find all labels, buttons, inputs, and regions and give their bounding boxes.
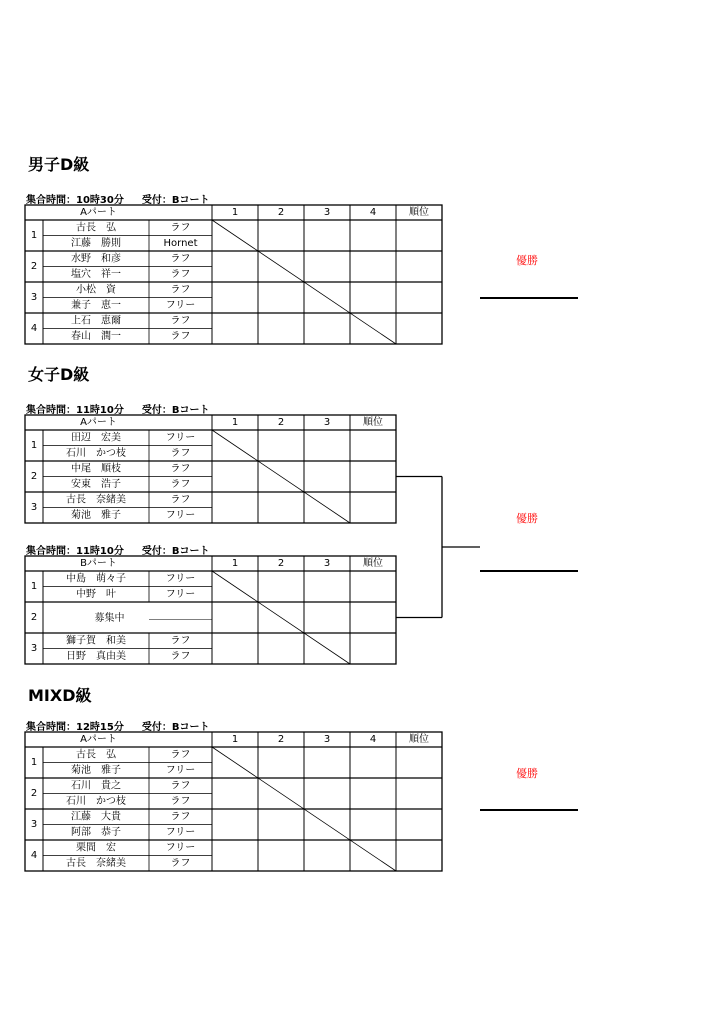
women-b-team-no-2: 2 [30,612,38,623]
mix-player-name: 石川 かつ枝 [66,795,126,807]
mix-player-name: 菊池 雅子 [71,764,121,776]
mix-section-title: MIXD級 [28,686,92,705]
women-a-meta-court: 受付：Bコート [141,405,210,416]
women-b-player-club: ラフ [170,650,191,662]
men-col-header-3: 3 [323,207,331,218]
women-a-player-club: ラフ [170,447,191,459]
women-a-player-club: フリー [165,432,196,444]
women-a-player-club: ラフ [170,494,191,506]
women-b-col-header-3: 3 [323,558,331,569]
women-b-meta-court: 受付：Bコート [141,546,210,557]
women-b-col-header-2: 2 [277,558,285,569]
mix-col-header-1: 1 [231,734,239,745]
men-col-header-4: 4 [369,207,377,218]
mix-part-label: Aパート [80,734,117,745]
women-a-player-name: 石川 かつ枝 [66,447,126,459]
women-b-player-club: フリー [165,588,196,600]
mix-col-header-4: 4 [369,734,377,745]
men-player-name: 水野 和彦 [71,253,121,265]
men-team-no-1: 1 [30,230,38,241]
women-b-player-name: 獅子賀 和美 [66,635,126,647]
women-a-player-name: 中尾 順枝 [71,463,121,475]
mix-meta-time: 集合時間：12時15分 [26,722,124,733]
women-a-player-name: 安東 浩子 [71,478,121,490]
mix-player-club: ラフ [170,795,191,807]
men-section-title: 男子D級 [28,155,90,174]
men-player-club: Hornet [163,237,198,249]
mix-rank-header: 順位 [409,734,429,745]
mix-player-club: フリー [165,842,196,854]
mix-player-club: ラフ [170,811,191,823]
mix-col-header-3: 3 [323,734,331,745]
men-player-club: ラフ [170,330,191,342]
men-player-name: 兼子 恵一 [71,299,121,311]
men-player-club: フリー [165,299,196,311]
men-player-name: 春山 潤一 [71,330,121,342]
women-a-col-header-2: 2 [277,417,285,428]
men-col-header-2: 2 [277,207,285,218]
mix-player-name: 石川 貴之 [71,780,121,792]
mix-player-club: ラフ [170,857,191,869]
mix-col-header-2: 2 [277,734,285,745]
mix-player-club: フリー [165,764,196,776]
men-player-name: 小松 資 [76,284,116,296]
women-a-player-name: 古長 奈緒美 [66,494,126,506]
women-a-team-no-3: 3 [30,502,38,513]
women-a-col-header-3: 3 [323,417,331,428]
men-player-name: 古長 弘 [76,222,116,234]
mix-team-no-1: 1 [30,757,38,768]
mix-player-name: 栗間 宏 [76,842,116,854]
women-b-player-club: フリー [165,573,196,585]
women-b-player-name: 日野 真由美 [66,650,126,662]
mix-champion-label: 優勝 [516,767,538,780]
women-b-part-label: Bパート [80,558,117,569]
mix-team-no-3: 3 [30,819,38,830]
mix-champion-line [480,809,578,811]
women-b-team-no-3: 3 [30,643,38,654]
women-a-player-club: ラフ [170,478,191,490]
women-b-col-header-1: 1 [231,558,239,569]
mix-player-name: 阿部 恭子 [71,826,121,838]
men-rank-header: 順位 [409,207,429,218]
men-player-club: ラフ [170,284,191,296]
men-player-name: 塩穴 祥一 [71,268,121,280]
women-a-meta-time: 集合時間：11時10分 [26,405,124,416]
men-team-no-3: 3 [30,292,38,303]
men-col-header-1: 1 [231,207,239,218]
men-player-club: ラフ [170,253,191,265]
women-b-player-club: ラフ [170,635,191,647]
mix-player-club: フリー [165,826,196,838]
men-meta-time: 集合時間：10時30分 [26,195,124,206]
mix-meta-court: 受付：Bコート [141,722,210,733]
mix-player-name: 古長 弘 [76,749,116,761]
women-champion-label: 優勝 [516,512,538,525]
mix-player-club: ラフ [170,780,191,792]
mix-player-club: ラフ [170,749,191,761]
mix-team-no-4: 4 [30,850,38,861]
men-meta-court: 受付：Bコート [141,195,210,206]
women-b-team-no-1: 1 [30,581,38,592]
women-b-recruiting-label: 募集中 [94,613,125,624]
women-a-col-header-1: 1 [231,417,239,428]
women-b-player-name: 中野 叶 [76,588,116,600]
men-part-label: Aパート [80,207,117,218]
women-a-team-no-1: 1 [30,440,38,451]
men-player-club: ラフ [170,315,191,327]
women-a-player-name: 菊池 雅子 [71,509,121,521]
mix-team-no-2: 2 [30,788,38,799]
women-a-player-club: フリー [165,509,196,521]
women-a-part-label: Aパート [80,417,117,428]
women-a-player-club: ラフ [170,463,191,475]
women-a-player-name: 田辺 宏美 [71,432,121,444]
men-team-no-4: 4 [30,323,38,334]
men-player-club: ラフ [170,222,191,234]
men-team-no-2: 2 [30,261,38,272]
women-b-rank-header: 順位 [363,558,383,569]
women-a-team-no-2: 2 [30,471,38,482]
women-b-player-name: 中島 萌々子 [66,573,126,585]
mix-player-name: 江藤 大貴 [71,811,121,823]
men-player-name: 江藤 勝則 [71,237,121,249]
mix-player-name: 古長 奈緒美 [66,857,126,869]
men-player-club: ラフ [170,268,191,280]
women-b-meta-time: 集合時間：11時10分 [26,546,124,557]
women-section-title: 女子D級 [28,365,90,384]
women-a-rank-header: 順位 [363,417,383,428]
men-champion-label: 優勝 [516,254,538,267]
men-player-name: 上石 恵爾 [71,315,121,327]
